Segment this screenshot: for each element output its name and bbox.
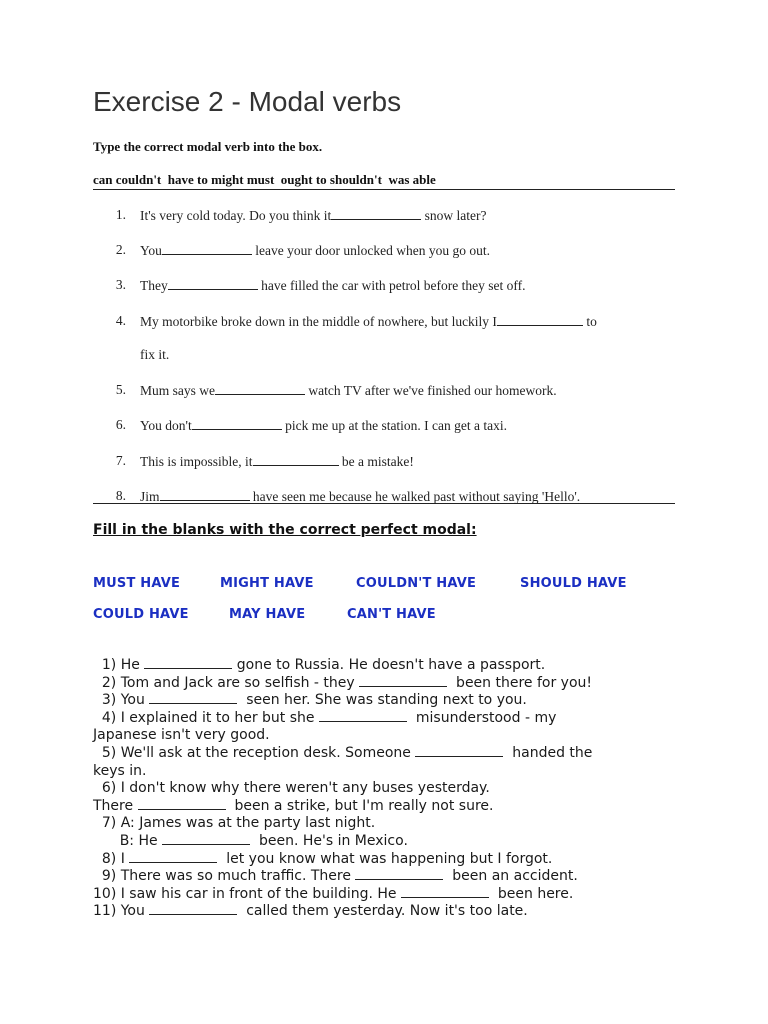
answer-blank[interactable] <box>149 692 237 704</box>
answer-blank[interactable] <box>149 903 237 915</box>
answer-blank[interactable] <box>415 745 503 757</box>
answer-blank[interactable] <box>138 798 226 810</box>
item-text: They <box>140 278 168 293</box>
exercise2-item: 10) I saw his car in front of the building. He been here. <box>93 885 574 902</box>
exercise2-item: 8) I let you know what was happening but I forgot. <box>93 850 553 867</box>
item-text: pick me up at the station. I can get a taxi. <box>281 418 508 433</box>
answer-blank[interactable] <box>144 657 232 669</box>
exercise2-item-continuation: Japanese isn't very good. <box>93 727 270 744</box>
answer-blank[interactable] <box>497 313 583 326</box>
answer-blank[interactable] <box>162 242 252 255</box>
item-text: You <box>140 243 162 258</box>
item-text: My motorbike broke down in the middle of nowhere, but luckily I <box>140 314 497 329</box>
exercise2-item: 11) You called them yesterday. Now it's too late. <box>93 903 528 920</box>
item-text: It's very cold today. Do you think it <box>140 208 332 223</box>
item-number: 7. <box>115 453 126 468</box>
answer-blank[interactable] <box>162 833 250 845</box>
answer-blank[interactable] <box>192 417 282 430</box>
answer-blank[interactable] <box>331 207 421 220</box>
exercise2-item: 6) I don't know why there weren't any buses yesterday. <box>93 780 490 797</box>
exercise2-item-continuation: B: He been. He's in Mexico. <box>93 832 408 849</box>
item-text: be a mistake! <box>338 454 414 469</box>
item-number: 1. <box>115 207 126 222</box>
modal-option: SHOULD HAVE <box>520 576 627 591</box>
modal-option: MUST HAVE <box>93 576 181 591</box>
item-text: have filled the car with petrol before they set off. <box>257 278 526 293</box>
answer-blank[interactable] <box>129 851 217 863</box>
exercise2-item: 1) He gone to Russia. He doesn't have a passport. <box>93 657 546 673</box>
exercise2-item: 4) I explained it to her but she misunderstood - my <box>93 709 557 726</box>
item-number: 4. <box>115 313 126 328</box>
modal-option: CAN'T HAVE <box>347 607 436 622</box>
item-text: You don't <box>140 418 192 433</box>
answer-blank[interactable] <box>359 675 447 687</box>
item-text: have seen me because he walked past without saying 'Hello'. <box>249 489 581 504</box>
item-number: 6. <box>115 417 126 432</box>
answer-blank[interactable] <box>253 453 339 466</box>
item-text: leave your door unlocked when you go out. <box>251 243 490 258</box>
answer-blank[interactable] <box>215 382 305 395</box>
modal-option: MIGHT HAVE <box>220 576 314 591</box>
exercise2-item: 9) There was so much traffic. There been an accident. <box>93 868 578 885</box>
exercise2-item-continuation: There been a strike, but I'm really not sure. <box>93 797 494 814</box>
item-text: Mum says we <box>140 383 215 398</box>
item-text: fix it. <box>140 347 170 362</box>
item-number: 2. <box>115 242 126 257</box>
item-number: 5. <box>115 382 126 397</box>
item-text: Jim <box>140 489 160 504</box>
exercise2-item: 3) You seen her. She was standing next to you. <box>93 692 527 709</box>
item-text: This is impossible, it <box>140 454 253 469</box>
item-text: watch TV after we've finished our homework. <box>305 383 557 398</box>
exercise2-item: 7) A: James was at the party last night. <box>93 815 376 832</box>
exercise2-item: 2) Tom and Jack are so selfish - they been there for you! <box>93 674 593 691</box>
divider-line <box>93 503 675 504</box>
exercise2-item-continuation: keys in. <box>93 762 147 779</box>
answer-blank[interactable] <box>355 868 443 880</box>
item-number: 8. <box>115 488 126 503</box>
modal-option: MAY HAVE <box>229 607 306 622</box>
answer-blank[interactable] <box>168 277 258 290</box>
answer-blank[interactable] <box>319 710 407 722</box>
answer-blank[interactable] <box>401 886 489 898</box>
exercise2-item: 5) We'll ask at the reception desk. Someone handed the <box>93 744 593 761</box>
section-subtitle: Fill in the blanks with the correct perfect modal: <box>93 522 477 538</box>
page-title: Exercise 2 - Modal verbs <box>93 86 402 117</box>
item-number: 3. <box>115 277 126 292</box>
modal-option: COULDN'T HAVE <box>356 576 477 591</box>
exercise2-list <box>93 657 673 921</box>
answer-blank[interactable] <box>160 488 250 501</box>
item-text: snow later? <box>421 208 487 223</box>
item-text: to <box>582 314 597 329</box>
instruction-text: Type the correct modal verb into the box. <box>93 139 323 154</box>
word-bank: can couldn't have to might must ought to shouldn't was able <box>93 172 675 190</box>
modal-option: COULD HAVE <box>93 607 189 622</box>
